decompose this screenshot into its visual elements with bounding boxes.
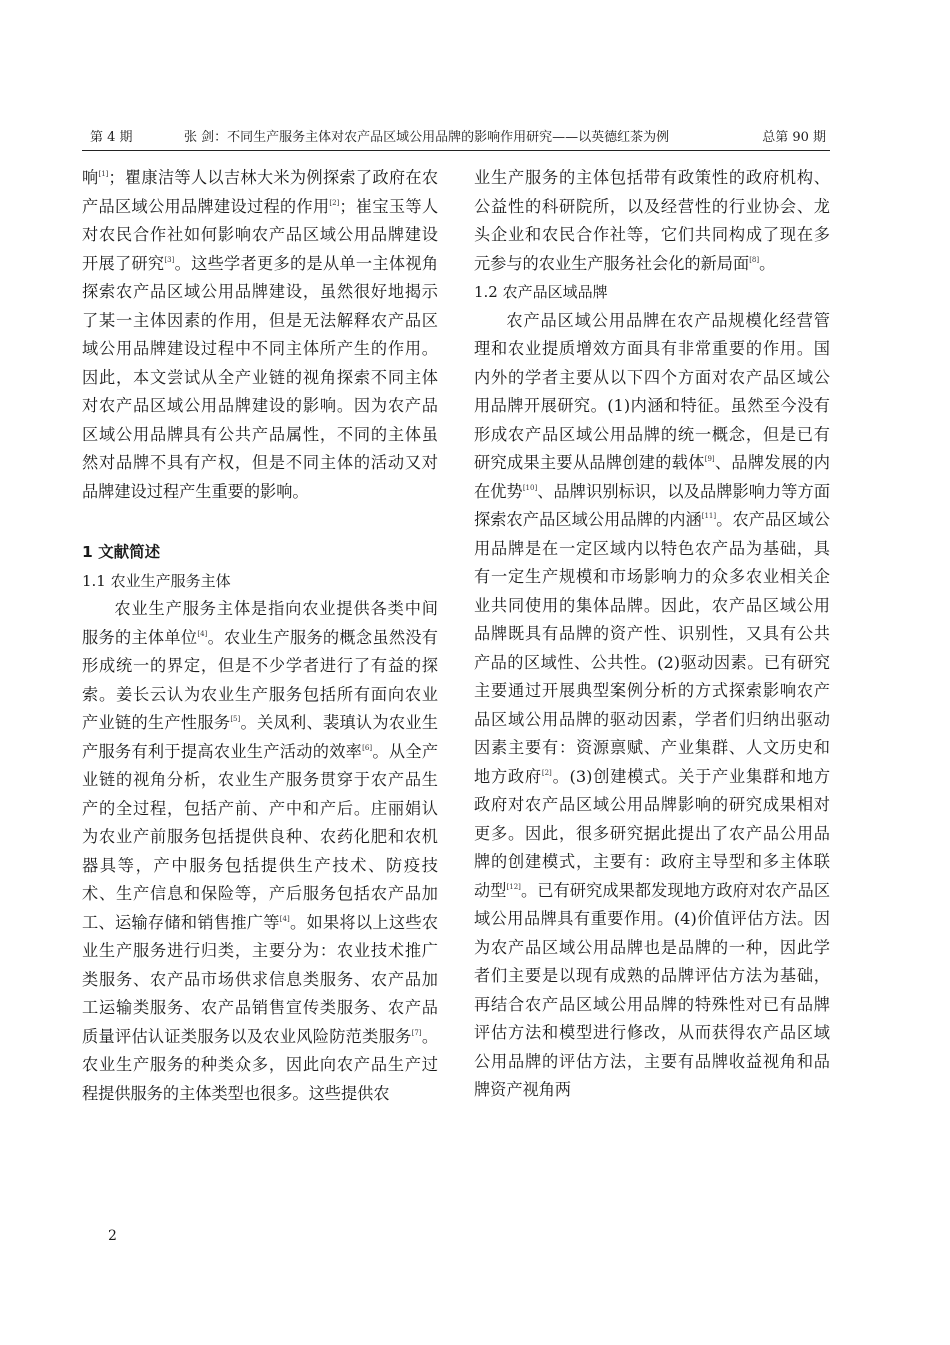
running-header bbox=[82, 124, 830, 151]
citation: [4] bbox=[197, 629, 208, 638]
citation: [12] bbox=[506, 882, 521, 891]
subsection-heading: 1.1 农业生产服务主体 bbox=[82, 571, 231, 590]
citation: [8] bbox=[749, 255, 760, 264]
citation: [4] bbox=[279, 914, 290, 923]
article-title: 张 剑：不同生产服务主体对农产品区域公用品牌的影响作用研究——以英德红茶为例 bbox=[184, 130, 670, 145]
citation: [2] bbox=[329, 198, 340, 207]
paragraph: 农业生产服务主体是指向农业提供各类中间服务的主体单位[4]。农业生产服务的概念虽然没有形成统一的界定，但是不少学者进行了有益的探索。姜长云认为农业生产服务包括所有面向农业产业链的生产性服务[5]。关凤利、裴瑱认为农业生产服务有利于提高农业生产活动的效率[6]。从全产业链的视角分析，农业生产服务贯穿于农产品生产的全过程，包括产前、产中和产后。庄丽娟认为农业产前服务包括提供良种、农药化肥和农机器具等，产中服务包括提供生产技术、防疫技术、生产信息和保险等，产后服务包括农产品加工、运输存储和销售推广等[4]。如果将以上这些农业生产服务进行归类，主要分为：农业技术推广类服务、农产品市场供求信息类服务、农产品加工运输类服务、农产品销售宣传类服务、农产品质量评估认证类服务以及农业风险防范类服务[7]。农业生产服务的种类众多，因此向农产品生产过程提供服务的主体类型也很多。这些提供农 bbox=[82, 599, 438, 1103]
citation: [11] bbox=[701, 512, 717, 520]
paragraph: 农产品区域公用品牌在农产品规模化经营管理和农业提质增效方面具有非常重要的作用。国内外的学者主要从以下四个方面对农产品区域公用品牌开展研究。(1)内涵和特征。虽然至今没有形成农产品区域公用品牌的统一概念，但是已有研究成果主要从品牌创建的载体[9]、品牌发展的内在优势[10]、品牌识别标识，以及品牌影响力等方面探索农产品区域公用品牌的内涵[11]。农产品区域公用品牌是在一定区域内以特色农产品为基础，具有一定生产规模和市场影响力的众多农业相关企业共同使用的集体品牌。因此，农产品区域公用品牌既具有品牌的资产性、识别性，又具有公共产品的区域性、公共性。(2)驱动因素。已有研究主要通过开展典型案例分析的方式探索影响农产品区域公用品牌的驱动因素，学者们归纳出驱动因素主要有：资源禀赋、产业集群、人文历史和地方政府[2]。(3)创建模式。关于产业集群和地方政府对农产品区域公用品牌影响的研究成果相对更多。因此，很多研究据此提出了农产品公用品牌的创建模式，主要有：政府主导型和多主体联动型[12]。已有研究成果都发现地方政府对农产品区域公用品牌具有重要作用。(4)价值评估方法。因为农产品区域公用品牌也是品牌的一种，因此学者们主要是以现有成熟的品牌评估方法为基础，再结合农产品区域公用品牌的特殊性对已有品牌评估方法和模型进行修改，从而获得农产品区域公用品牌的评估方法，主要有品牌收益视角和品牌资产视角两 bbox=[474, 310, 830, 1099]
subsection-heading: 1.2 农产品区域品牌 bbox=[474, 283, 608, 301]
citation: [6] bbox=[362, 743, 373, 752]
citation: [2] bbox=[541, 768, 552, 777]
citation: [10] bbox=[522, 483, 538, 492]
citation: [5] bbox=[230, 715, 241, 723]
paragraph: 业生产服务的主体包括带有政策性的政府机构、公益性的科研院所，以及经营性的行业协会、龙头企业和农民合作社等，它们共同构成了现在多元参与的农业生产服务社会化的新局面[8]。 bbox=[474, 168, 830, 273]
citation: [1] bbox=[98, 170, 109, 178]
section-heading: 1 文献简述 bbox=[82, 543, 161, 561]
page-number: 2 bbox=[108, 1228, 117, 1244]
right-column bbox=[474, 164, 830, 1224]
paragraph: 响[1]；瞿康洁等人以吉林大米为例探索了政府在农产品区域公用品牌建设过程的作用[2]；崔宝玉等人对农民合作社如何影响农产品区域公用品牌建设开展了研究[3]。这些学者更多的是从单一主体视角探索农产品区域公用品牌建设，虽然很好地揭示了某一主体因素的作用，但是无法解释农产品区域公用品牌建设过程中不同主体所产生的作用。因此，本文尝试从全产业链的视角探索不同主体对农产品区域公用品牌建设的影响。因为农产品区域公用品牌具有公共产品属性，不同的主体虽然对品牌不具有产权，但是不同主体的活动又对品牌建设过程产生重要的影响。 bbox=[82, 168, 438, 501]
citation: [7] bbox=[411, 1028, 422, 1037]
issue-number: 第 4 期 bbox=[90, 130, 133, 145]
citation: [3] bbox=[164, 255, 175, 264]
left-column bbox=[82, 164, 438, 1224]
total-issue-number: 总第 90 期 bbox=[762, 130, 826, 145]
citation: [9] bbox=[704, 455, 715, 463]
